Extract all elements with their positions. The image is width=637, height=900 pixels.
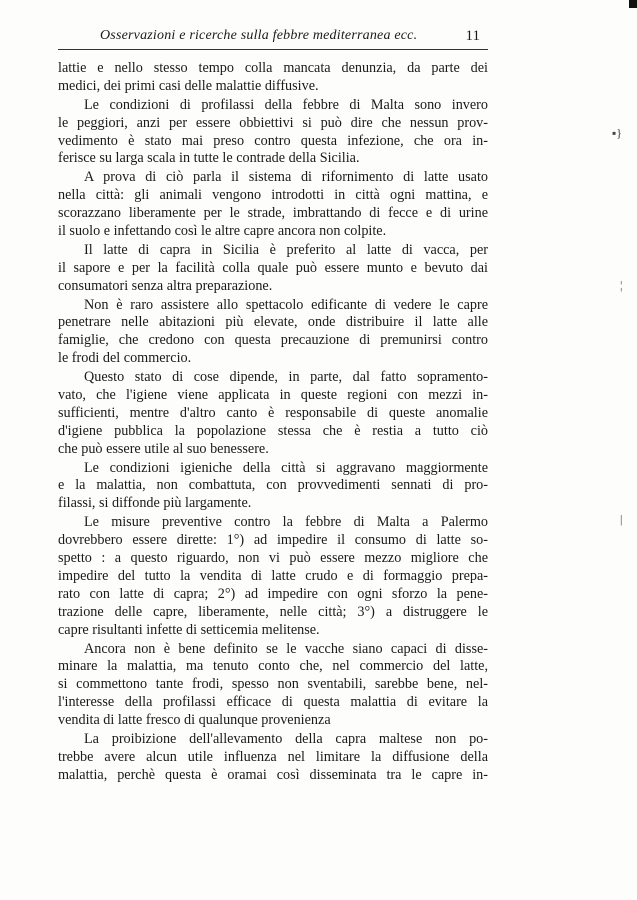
text-line: d'igiene pubblica la popolazione stessa che è restia a tutto ciò (58, 422, 488, 439)
text-line: rato con latte di capra; 2°) ad impedire con ogni sforzo la pene- (58, 585, 488, 602)
paragraph-first-line: Non è raro assistere allo spettacolo edificante di vedere le capre (84, 296, 488, 313)
text-line: vendita di latte fresco di qualunque provenienza (58, 712, 331, 729)
text-line: e la malattia, non combattuta, con provvedimenti sennati di pro- (58, 477, 488, 494)
text-line: filassi, si diffonde più largamente. (58, 495, 252, 512)
running-header-title: Osservazioni e ricerche sulla febbre mediterranea ecc. (100, 28, 418, 43)
paragraph-first-line: Il latte di capra in Sicilia è preferito al latte di vacca, per (84, 241, 488, 258)
margin-mark: | (620, 512, 623, 526)
paragraph-first-line: La proibizione dell'allevamento della capra maltese non po- (84, 730, 488, 747)
text-line: vedimento è stato mai preso contro questa infezione, che ora in- (58, 132, 488, 149)
header-rule (58, 49, 488, 50)
text-line: scorazzano liberamente per le strade, imbrattando di fecce e di urine (58, 205, 488, 222)
margin-mark: ▪} (612, 126, 623, 140)
page-number: 11 (465, 28, 480, 44)
text-line: nella città: gli animali vengono introdotti in città ogni mattina, e (58, 187, 488, 204)
text-line: penetrare nelle abitazioni più elevate, onde distribuire il latte alle (58, 314, 488, 331)
paragraph-first-line: Ancora non è bene definito se le vacche siano capaci di disse- (84, 640, 488, 657)
text-line: si commettono tante frodi, spesso non sventabili, sarebbe bene, nel- (58, 676, 488, 693)
margin-mark: ¦ (620, 278, 623, 292)
paragraph-first-line: Le condizioni di profilassi della febbre di Malta sono invero (84, 96, 488, 113)
text-line: il sapore e per la facilità colla quale può essere munto e bevuto dai (58, 259, 488, 276)
text-line: trazione delle capre, liberamente, nelle città; 3°) a distruggere le (58, 603, 488, 620)
text-line: malattia, perchè questa è oramai così disseminata tra le capre in- (58, 766, 488, 783)
paragraph-first-line: A prova di ciò parla il sistema di rifornimento di latte usato (84, 169, 488, 186)
text-line: impedire del tutto la vendita di latte crudo e di formaggio prepa- (58, 567, 488, 584)
text-line: le frodi del commercio. (58, 350, 192, 367)
scan-corner-mark (629, 0, 637, 8)
text-line: trebbe avere alcun utile influenza nel limitare la diffusione della (58, 748, 488, 765)
text-line: che può essere utile al suo benessere. (58, 440, 269, 457)
running-header (58, 26, 488, 50)
body-text (58, 60, 488, 785)
text-line: dovrebbero essere dirette: 1°) ad impedire il consumo di latte so- (58, 532, 488, 549)
text-line: ferisce su larga scala in tutte le contrade della Sicilia. (58, 150, 360, 167)
paragraph-first-line: Le condizioni igieniche della città si aggravano maggiormente (84, 459, 488, 476)
text-line: le peggiori, anzi per essere obbiettivi si può dire che nessun prov- (58, 114, 488, 131)
text-line: minare la malattia, ma tenuto conto che, nel commercio del latte, (58, 658, 488, 675)
text-line: consumatori senza altra preparazione. (58, 277, 273, 294)
paragraph-first-line: Le misure preventive contro la febbre di Malta a Palermo (84, 514, 488, 531)
text-line: medici, dei primi casi delle malattie diffusive. (58, 77, 319, 94)
text-line: lattie e nello stesso tempo colla mancata denunzia, da parte dei (58, 60, 488, 76)
paragraph-first-line: Questo stato di cose dipende, in parte, dal fatto sopramento- (84, 369, 488, 386)
text-line: spetto : a questo riguardo, non vi può essere mezzo migliore che (58, 550, 488, 567)
text-line: sufficienti, mentre d'altro canto è responsabile di queste anomalie (58, 404, 488, 421)
text-line: vato, che l'igiene viene applicata in queste regioni con mezzi in- (58, 387, 488, 404)
text-line: il suolo e infettando così le altre capre ancora non colpite. (58, 223, 387, 240)
text-line: l'interesse della profilassi efficace di questa malattia di evitare la (58, 694, 488, 711)
text-line: capre risultanti infette di setticemia melitense. (58, 621, 320, 638)
text-line: famiglie, che credono con questa precauzione di premunirsi contro (58, 332, 488, 349)
